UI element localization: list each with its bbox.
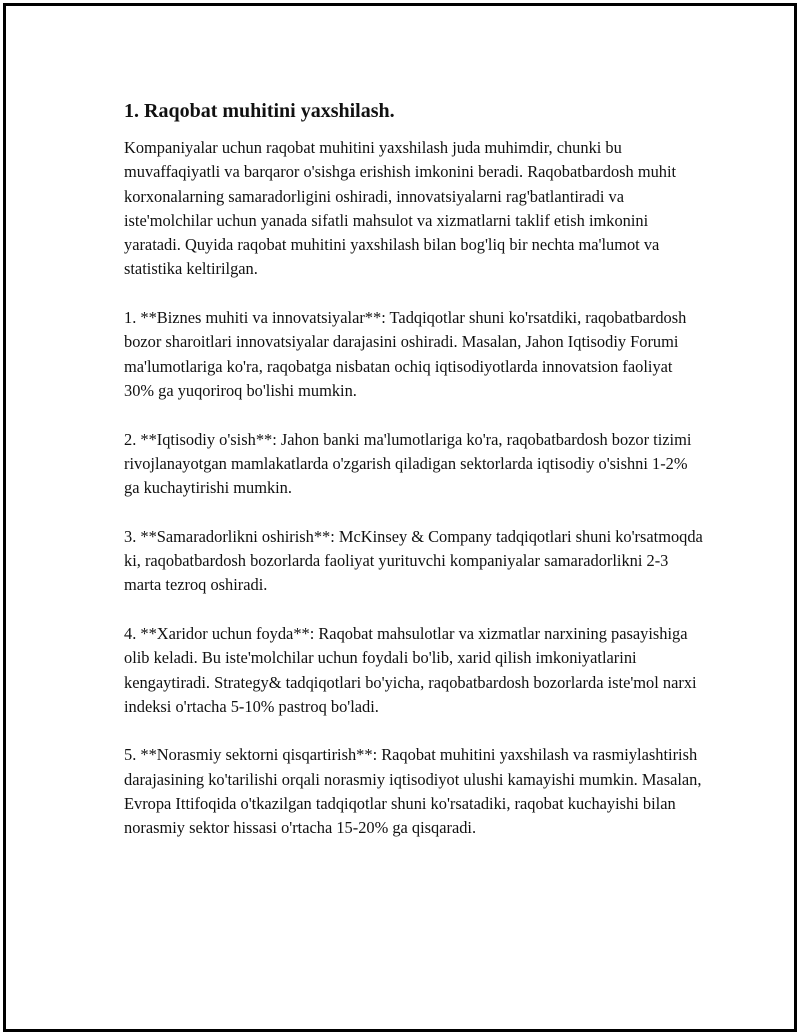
list-item-informal-sector: 5. **Norasmiy sektorni qisqartirish**: Raqobat muhitini yaxshilash va rasmiylashtirish darajasining ko'tarilishi orqali norasmiy iqtisodiyot ulushi kamayishi mumkin. Masalan, Evropa Ittifoqida o'tkazilgan tadqiqotlar shuni ko'rsatadiki, raqobat kuchayishi bilan norasmiy sektor hissasi o'rtacha 15-20% ga qisqaradi.: [124, 745, 702, 838]
intro-paragraph: Kompaniyalar uchun raqobat muhitini yaxshilash juda muhimdir, chunki bu muvaffaqiyatli va barqaror o'sishga erishish imkonini beradi. Raqobatbardosh muhit korxonalarning samaradorligini oshiradi, innovatsiyalarni rag'batlantiradi va iste'molchilar uchun yanada sifatli mahsulot va xizmatlarni taklif etish imkonini yaratadi. Quyida raqobat muhitini yaxshilash bilan bog'liq bir nechta ma'lumot va statistika keltirilgan.: [124, 138, 677, 279]
list-item-consumer-benefit: 4. **Xaridor uchun foyda**: Raqobat mahsulotlar va xizmatlar narxining pasayishiga olib keladi. Bu iste'molchilar uchun foydali bo'lib, xarid qilish imkoniyatlarini kengaytiradi. Strategy& tadqiqotlari bo'yicha, raqobatbardosh bozorlarda iste'mol narxi indeksi o'rtacha 5-10% pastroq bo'ladi.: [124, 623, 697, 716]
document-body: [124, 98, 704, 865]
list-item-innovation: 1. **Biznes muhiti va innovatsiyalar**: Tadqiqotlar shuni ko'rsatdiki, raqobatbardosh bozor sharoitlari innovatsiyalar darajasini oshiradi. Masalan, Jahon Iqtisodiy Forumi ma'lumotlariga ko'ra, raqobatga nisbatan ochiq iqtisodiyotlarda innovatsion faoliyat 30% ga yuqoriroq bo'lishi mumkin.: [124, 308, 687, 400]
page-frame: [3, 3, 797, 1032]
list-item-economic-growth: 2. **Iqtisodiy o'sish**: Jahon banki ma'lumotlariga ko'ra, raqobatbardosh bozor tizimi rivojlanayotgan mamlakatlarda o'zgarish qiladigan sektorlarda iqtisodiy o'sishni 1-2% ga kuchaytirishi mumkin.: [124, 429, 692, 498]
list-item-efficiency: 3. **Samaradorlikni oshirish**: McKinsey & Company tadqiqotlari shuni ko'rsatmoqda ki, raqobatbardosh bozorlarda faoliyat yurituvchi kompaniyalar samaradorlikni 2-3 marta tezroq oshiradi.: [124, 526, 703, 595]
document-title: 1. Raqobat muhitini yaxshilash.: [124, 100, 395, 122]
